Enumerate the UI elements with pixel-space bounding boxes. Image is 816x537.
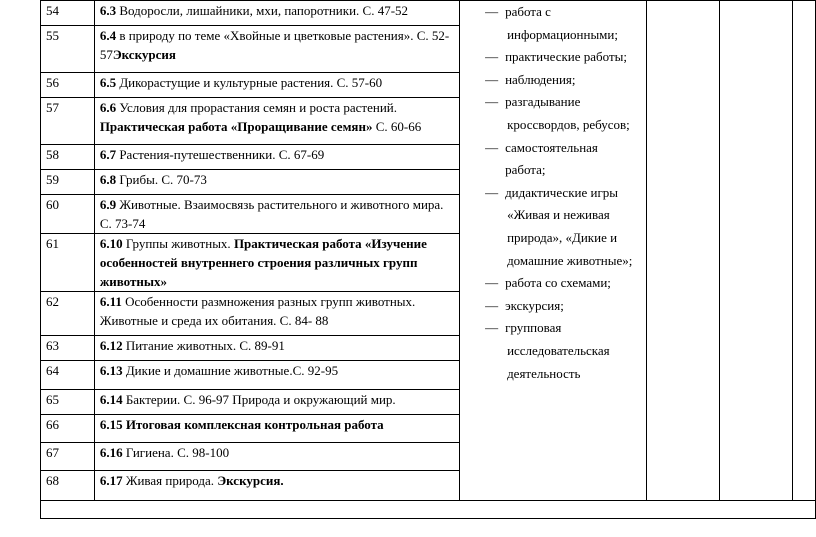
lesson-number: 59 — [46, 172, 59, 187]
lesson-number-cell — [41, 26, 95, 73]
lesson-number-cell — [41, 471, 95, 501]
activity-line — [465, 317, 640, 340]
dash-bullet: — — [485, 4, 499, 19]
lesson-topic-cell — [94, 73, 459, 98]
activity-line — [465, 182, 640, 205]
lesson-topic-cell — [94, 415, 459, 443]
lesson-number: 57 — [46, 100, 59, 115]
activity-line — [465, 24, 640, 47]
lesson-code: 6.7 — [99, 147, 117, 162]
lesson-code: 6.17 — [99, 473, 123, 488]
activity-text: самостоятельная работа; — [505, 139, 598, 178]
lesson-number: 56 — [46, 75, 59, 90]
lesson-topic-cell — [94, 390, 459, 415]
lesson-number: 54 — [46, 3, 59, 18]
lesson-plan-table — [40, 0, 816, 519]
activity-text: групповая — [505, 320, 562, 336]
activity-text: информационными; — [507, 26, 618, 42]
lesson-number: 64 — [46, 363, 59, 378]
lesson-topic: Бактерии. С. 96-97 Природа и окружающий мир. — [125, 392, 396, 407]
lesson-number: 66 — [46, 417, 59, 432]
lesson-number-cell — [41, 292, 95, 336]
lesson-number-cell — [41, 361, 95, 390]
dash-bullet: — — [485, 49, 499, 65]
lesson-topic: Дикие и домашние животные.С. 92-95 — [125, 363, 339, 378]
lesson-code: 6.16 — [99, 445, 123, 460]
lesson-topic: Растения-путешественники. С. 67-69 — [119, 147, 325, 162]
activity-line — [465, 204, 640, 227]
lesson-topic: Группы животных. — [125, 236, 234, 251]
lesson-code: 6.11 — [99, 294, 122, 309]
activity-line — [465, 46, 640, 69]
lesson-number-cell — [41, 145, 95, 170]
lesson-topic-cell — [94, 471, 459, 501]
lesson-pages: С. 60-66 — [372, 119, 422, 134]
lesson-number-cell — [41, 415, 95, 443]
lesson-code: 6.10 — [99, 236, 123, 251]
lesson-number: 60 — [46, 197, 59, 212]
lesson-number-cell — [41, 1, 95, 26]
activity-text: природа», «Дикие и — [507, 229, 618, 245]
lesson-topic-cell — [94, 1, 459, 26]
activity-line — [465, 340, 640, 363]
lesson-number: 58 — [46, 147, 59, 162]
activity-text: «Живая и неживая — [507, 207, 610, 223]
activities-list — [465, 1, 640, 385]
lesson-topic-cell — [94, 234, 459, 292]
date-fact-cell — [793, 1, 816, 501]
activities-cell — [460, 1, 647, 501]
activity-text: дидактические игры — [505, 184, 619, 200]
lesson-topic-emphasis: Экскурсия. — [217, 473, 284, 488]
dash-bullet: — — [485, 297, 499, 313]
lesson-number-cell — [41, 170, 95, 195]
dash-bullet: — — [485, 320, 499, 336]
activity-line — [465, 114, 640, 137]
lesson-number: 68 — [46, 473, 59, 488]
activity-text: деятельность — [507, 365, 581, 381]
lesson-topic: Грибы. С. 70-73 — [119, 172, 207, 187]
lesson-topic-cell — [94, 443, 459, 471]
lesson-topic-emphasis: Итоговая комплексная контрольная работа — [125, 417, 384, 432]
lesson-topic-emphasis: Практическая работа «Изучение особенностей внутреннего строения различных групп животных» — [99, 236, 427, 289]
lesson-topic: Условия для прорастания семян и роста растений. — [119, 100, 398, 115]
lesson-number-cell — [41, 73, 95, 98]
activity-text: наблюдения; — [505, 71, 576, 87]
lesson-number-cell — [41, 98, 95, 145]
dash-bullet: — — [485, 139, 499, 155]
activity-text: работа со схемами; — [505, 275, 611, 291]
lesson-topic: Живая природа. — [125, 473, 218, 488]
lesson-code: 6.14 — [99, 392, 123, 407]
empty-cell — [41, 501, 816, 519]
lesson-number-cell — [41, 234, 95, 292]
lesson-number: 62 — [46, 294, 59, 309]
lesson-topic-cell — [94, 145, 459, 170]
table-row-empty — [41, 501, 816, 519]
lesson-topic: Питание животных. С. 89-91 — [125, 338, 285, 353]
lesson-number-cell — [41, 195, 95, 234]
activity-text: практические работы; — [505, 49, 628, 65]
activity-text: кроссвордов, ребусов; — [507, 116, 630, 132]
lesson-number: 63 — [46, 338, 59, 353]
activity-line — [465, 91, 640, 114]
lesson-topic: Гигиена. С. 98-100 — [125, 445, 230, 460]
lesson-code: 6.9 — [99, 197, 117, 212]
lesson-topic-cell — [94, 98, 459, 145]
lesson-topic: Особенности размножения разных групп животных. Животные и среда их обитания. С. 84- 88 — [99, 294, 416, 328]
lesson-code: 6.12 — [99, 338, 123, 353]
activity-text: работа с — [505, 4, 551, 19]
lesson-code: 6.5 — [99, 75, 117, 90]
activity-text: разгадывание — [505, 94, 581, 110]
lesson-code: 6.15 — [99, 417, 123, 432]
activity-line — [465, 272, 640, 295]
lesson-topic: в природу по теме «Хвойные и цветковые растения». С. 52-57 — [99, 28, 450, 62]
lesson-topic-cell — [94, 292, 459, 336]
lesson-number: 67 — [46, 445, 59, 460]
activity-line — [465, 295, 640, 318]
lesson-code: 6.4 — [99, 28, 117, 43]
activity-text: исследовательская — [507, 342, 610, 358]
activity-line — [465, 363, 640, 386]
activity-line — [465, 1, 640, 24]
table-row — [41, 1, 816, 26]
lesson-number-cell — [41, 443, 95, 471]
lesson-topic-emphasis: Экскурсия — [112, 47, 176, 62]
lesson-code: 6.3 — [99, 3, 117, 18]
activity-text: домашние животные»; — [507, 252, 633, 268]
lesson-code: 6.8 — [99, 172, 117, 187]
lesson-number: 55 — [46, 28, 59, 43]
table-body — [41, 1, 816, 519]
dash-bullet: — — [485, 71, 499, 87]
lesson-topic: Водоросли, лишайники, мхи, папоротники. С. 47-52 — [119, 3, 409, 18]
activity-line — [465, 137, 640, 182]
activity-text: экскурсия; — [505, 297, 564, 313]
dash-bullet: — — [485, 184, 499, 200]
lesson-code: 6.13 — [99, 363, 123, 378]
lesson-number-cell — [41, 336, 95, 361]
lesson-topic-cell — [94, 361, 459, 390]
activity-line — [465, 227, 640, 250]
lesson-number-cell — [41, 390, 95, 415]
activity-line — [465, 69, 640, 92]
lesson-topic: Дикорастущие и культурные растения. С. 57-60 — [119, 75, 383, 90]
dash-bullet: — — [485, 275, 499, 291]
lesson-number: 65 — [46, 392, 59, 407]
assessment-cell — [646, 1, 719, 501]
activity-line — [465, 250, 640, 273]
lesson-topic-cell — [94, 170, 459, 195]
lesson-topic-cell — [94, 195, 459, 234]
lesson-topic-cell — [94, 26, 459, 73]
date-plan-cell — [719, 1, 792, 501]
lesson-topic-emphasis: Практическая работа «Проращивание семян» — [99, 119, 373, 134]
lesson-code: 6.6 — [99, 100, 117, 115]
lesson-topic: Животные. Взаимосвязь растительного и животного мира. С. 73-74 — [99, 197, 444, 231]
lesson-topic-cell — [94, 336, 459, 361]
lesson-number: 61 — [46, 236, 59, 251]
dash-bullet: — — [485, 94, 499, 110]
